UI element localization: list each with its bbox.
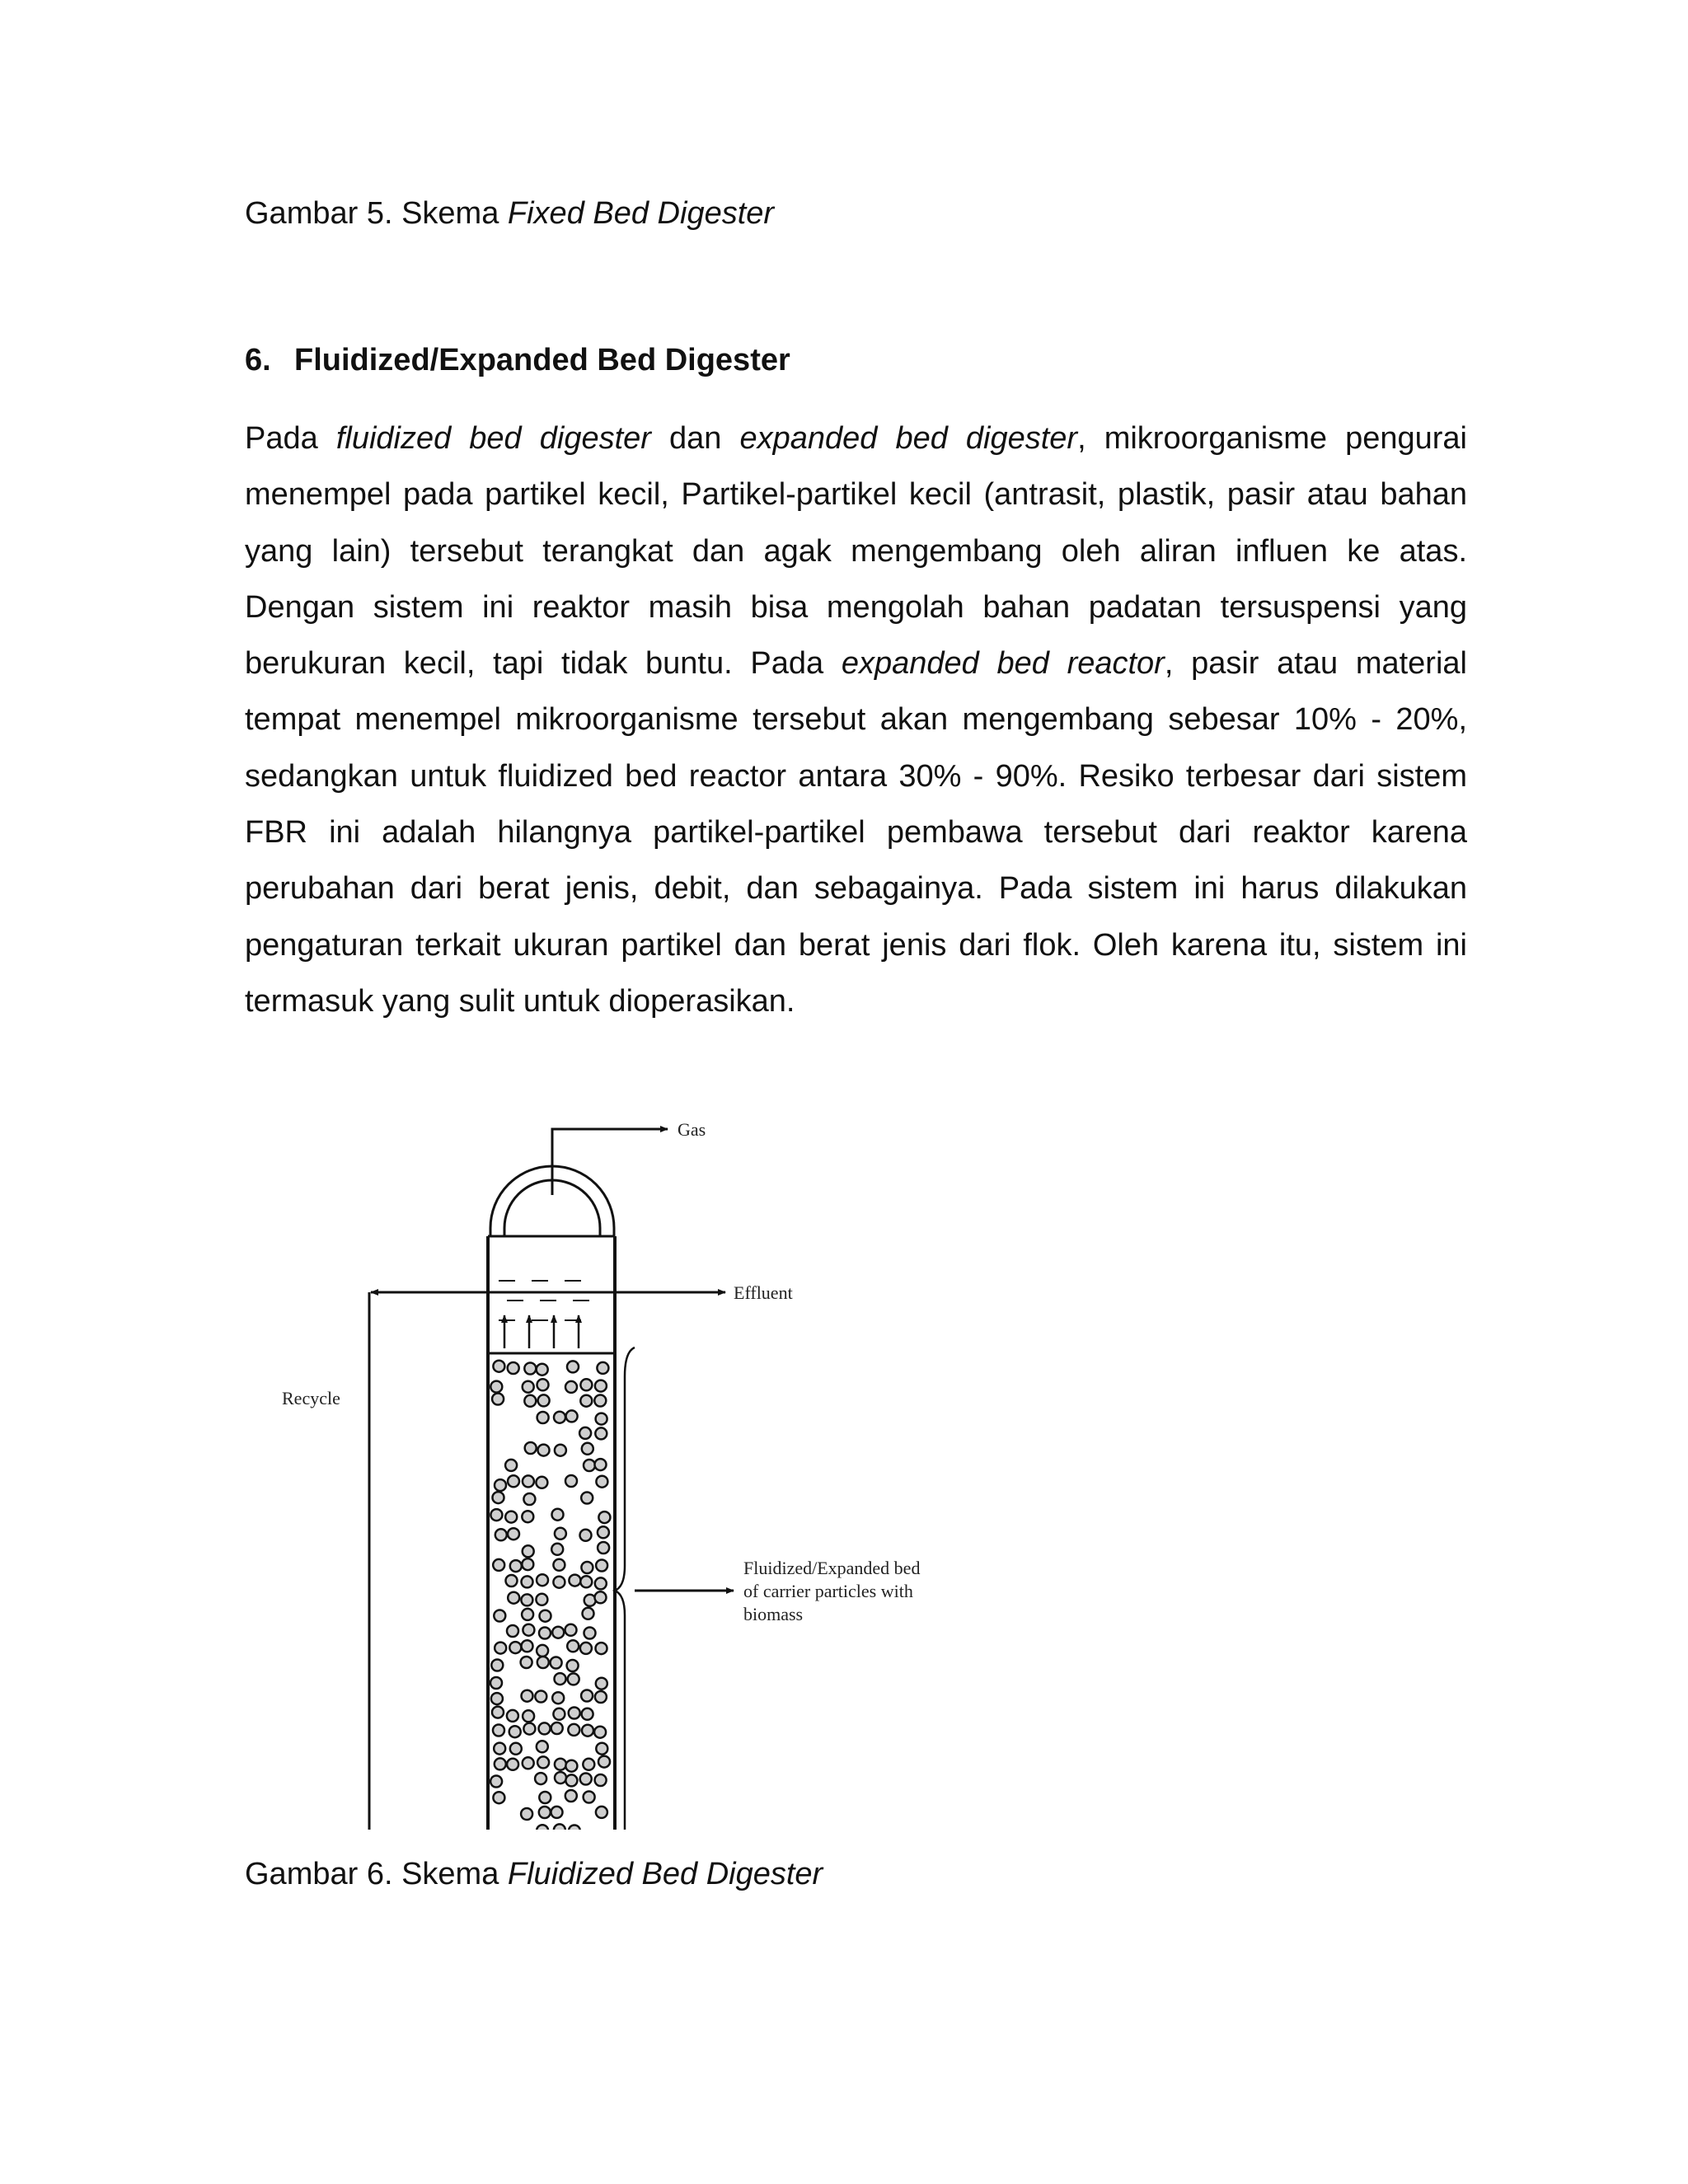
carrier-particle: [492, 1707, 504, 1718]
figure-6-caption: [245, 1855, 823, 1893]
recycle-label: Recycle: [282, 1388, 340, 1408]
carrier-particle: [539, 1628, 551, 1639]
carrier-particle: [582, 1725, 593, 1736]
carrier-particle: [494, 1610, 505, 1622]
carrier-particle: [535, 1773, 546, 1784]
carrier-particle: [595, 1459, 607, 1470]
carrier-particle: [580, 1774, 592, 1785]
carrier-particle: [594, 1727, 606, 1738]
paragraph-line: perubahan dari berat jenis, debit, dan sebagainya. Pada sistem ini harus dilakukan: [245, 871, 1467, 907]
carrier-particle: [555, 1759, 566, 1770]
carrier-particle: [552, 1509, 564, 1521]
carrier-particle: [524, 1363, 536, 1375]
carrier-particle: [522, 1690, 533, 1702]
carrier-particle: [565, 1475, 577, 1487]
caption-prefix: Gambar 5. Skema: [245, 196, 508, 231]
text-run: , mikroorganisme pengurai: [1077, 421, 1467, 456]
carrier-particle: [523, 1475, 534, 1487]
carrier-particle: [552, 1692, 564, 1704]
carrier-particle: [508, 1592, 519, 1604]
carrier-particle: [495, 1643, 506, 1654]
carrier-particle: [567, 1640, 579, 1652]
carrier-particle: [492, 1394, 504, 1405]
carrier-particle: [584, 1460, 595, 1471]
carrier-particles: [490, 1361, 611, 1830]
carrier-particle: [537, 1645, 548, 1657]
carrier-particle: [555, 1673, 566, 1685]
paragraph-line: pengaturan terkait ukuran partikel dan berat jenis dari flok. Oleh karena itu, sistem ini: [245, 927, 1467, 963]
carrier-particle: [495, 1529, 507, 1540]
figure-5-caption: [245, 194, 774, 232]
carrier-particle: [539, 1792, 551, 1803]
carrier-particle: [505, 1511, 517, 1523]
carrier-particle: [493, 1559, 504, 1571]
carrier-particle: [538, 1394, 550, 1406]
paragraph-line: menempel pada partikel kecil, Partikel-partikel kecil (antrasit, plastik, pasir atau bahan: [245, 477, 1467, 513]
text-run: berukuran kecil, tapi tidak buntu. Pada: [245, 646, 842, 682]
carrier-particle: [490, 1677, 502, 1689]
body-paragraph: [245, 410, 1467, 1029]
carrier-particle: [568, 1673, 579, 1685]
carrier-particle: [523, 1757, 534, 1769]
carrier-particle: [539, 1722, 551, 1734]
text-run: dan: [650, 421, 740, 456]
carrier-particle: [540, 1610, 551, 1622]
carrier-particle: [565, 1790, 577, 1802]
water-surface: [499, 1281, 589, 1320]
carrier-particle: [555, 1772, 566, 1783]
carrier-particle: [555, 1445, 566, 1456]
fluidized-bed-diagram: [231, 1104, 1022, 1830]
text-run: Pada: [245, 421, 336, 456]
carrier-particle: [495, 1479, 506, 1491]
carrier-particle: [523, 1624, 534, 1636]
caption-italic: Fixed Bed Digester: [507, 196, 775, 231]
carrier-particle: [596, 1678, 607, 1690]
carrier-particle: [536, 1594, 547, 1605]
paragraph-line: [245, 410, 1467, 466]
carrier-particle: [582, 1443, 593, 1455]
carrier-particle: [523, 1493, 535, 1505]
carrier-particle: [595, 1380, 607, 1392]
carrier-particle: [535, 1691, 546, 1703]
carrier-particle: [510, 1560, 522, 1572]
carrier-particle: [507, 1625, 518, 1637]
carrier-particle: [596, 1560, 607, 1572]
carrier-particle: [552, 1627, 564, 1638]
carrier-particle: [551, 1657, 562, 1669]
carrier-particle: [569, 1708, 580, 1719]
carrier-particle: [490, 1509, 502, 1521]
carrier-particle: [536, 1477, 547, 1488]
carrier-particle: [596, 1743, 607, 1755]
carrier-particle: [537, 1379, 549, 1390]
text-run: , pasir atau material: [1164, 646, 1467, 682]
carrier-particle: [555, 1528, 566, 1540]
carrier-particle: [539, 1807, 551, 1818]
carrier-particle: [580, 1395, 592, 1407]
carrier-particle: [506, 1575, 518, 1586]
carrier-particle: [509, 1726, 521, 1737]
carrier-particle: [551, 1544, 563, 1555]
carrier-particle: [537, 1657, 549, 1668]
carrier-particle: [523, 1381, 534, 1393]
caption-italic: Fluidized Bed Digester: [507, 1857, 823, 1891]
carrier-particle: [580, 1530, 592, 1541]
carrier-particle: [595, 1427, 607, 1439]
paragraph-line: sedangkan untuk fluidized bed reactor antara 30% - 90%. Resiko terbesar dari sistem: [245, 758, 1467, 794]
carrier-particle: [493, 1492, 504, 1503]
bed-label-line: Fluidized/Expanded bed: [743, 1558, 921, 1578]
carrier-particle: [521, 1657, 532, 1668]
carrier-particle: [597, 1362, 608, 1374]
carrier-particle: [581, 1562, 593, 1573]
carrier-particle: [567, 1660, 579, 1671]
carrier-particle: [596, 1643, 607, 1654]
carrier-particle: [569, 1575, 580, 1586]
carrier-particle: [598, 1526, 609, 1538]
carrier-particle: [583, 1608, 594, 1619]
paragraph-line: yang lain) tersebut terangkat dan agak mengembang oleh aliran influen ke atas.: [245, 533, 1467, 569]
section-heading: [245, 341, 790, 379]
caption-prefix: Gambar 6. Skema: [245, 1857, 508, 1891]
carrier-particle: [584, 1628, 596, 1639]
carrier-particle: [595, 1591, 607, 1603]
carrier-particle: [490, 1381, 502, 1393]
carrier-particle: [537, 1364, 548, 1376]
carrier-particle: [493, 1725, 504, 1736]
carrier-particle: [568, 1724, 579, 1736]
bed-label-line: biomass: [743, 1604, 804, 1624]
carrier-particle: [537, 1412, 549, 1423]
carrier-particle: [507, 1710, 518, 1722]
section-title: Fluidized/Expanded Bed Digester: [294, 343, 790, 377]
carrier-particle: [493, 1792, 504, 1803]
carrier-particle: [594, 1395, 606, 1407]
carrier-particle: [596, 1413, 607, 1425]
carrier-particle: [525, 1442, 537, 1454]
carrier-particle: [507, 1759, 518, 1770]
italic-term: expanded bed reactor: [841, 646, 1165, 682]
carrier-particle: [551, 1807, 563, 1818]
carrier-particle: [581, 1690, 593, 1702]
carrier-particle: [522, 1576, 533, 1587]
carrier-particle: [490, 1776, 502, 1788]
carrier-particle: [537, 1741, 548, 1752]
carrier-particle: [596, 1807, 607, 1818]
carrier-particle: [508, 1528, 519, 1540]
carrier-particle: [537, 1825, 548, 1830]
carrier-particle: [493, 1361, 504, 1372]
carrier-particle: [553, 1708, 565, 1720]
carrier-particle: [523, 1710, 534, 1722]
carrier-particle: [598, 1511, 610, 1523]
carrier-particle: [598, 1542, 609, 1554]
paragraph-line: [245, 635, 1467, 691]
carrier-particle: [596, 1476, 607, 1488]
carrier-particle: [522, 1511, 533, 1522]
carrier-particle: [495, 1758, 506, 1769]
carrier-particle: [566, 1410, 578, 1422]
carrier-particle: [580, 1379, 592, 1390]
carrier-particle: [584, 1792, 595, 1803]
italic-term: expanded bed digester: [739, 421, 1078, 456]
carrier-particle: [580, 1643, 592, 1654]
carrier-particle: [553, 1559, 565, 1571]
carrier-particle: [565, 1760, 577, 1772]
carrier-particle: [582, 1708, 593, 1720]
gas-label: Gas: [678, 1119, 706, 1140]
paragraph-line: termasuk yang sulit untuk dioperasikan.: [245, 983, 795, 1019]
carrier-particle: [508, 1362, 519, 1374]
carrier-particle: [491, 1660, 503, 1671]
bed-brace: [615, 1347, 635, 1830]
carrier-particle: [522, 1558, 533, 1570]
carrier-particle: [524, 1395, 536, 1407]
carrier-particle: [494, 1743, 505, 1755]
carrier-particle: [505, 1460, 517, 1471]
carrier-particle: [554, 1824, 565, 1830]
carrier-particle: [595, 1691, 607, 1703]
carrier-particle: [553, 1577, 565, 1588]
carrier-particle: [508, 1475, 519, 1487]
paragraph-line: Dengan sistem ini reaktor masih bisa mengolah bahan padatan tersuspensi yang: [245, 589, 1467, 625]
carrier-particle: [565, 1624, 577, 1636]
carrier-particle: [569, 1825, 580, 1830]
carrier-particle: [522, 1640, 533, 1652]
carrier-particle: [565, 1381, 577, 1393]
carrier-particle: [523, 1723, 535, 1735]
effluent-label: Effluent: [734, 1282, 793, 1303]
paragraph-line: FBR ini adalah hilangnya partikel-partikel pembawa tersebut dari reaktor karena: [245, 815, 1467, 851]
carrier-particle: [522, 1609, 533, 1620]
carrier-particle: [523, 1545, 534, 1557]
carrier-particle: [598, 1756, 610, 1768]
carrier-particle: [595, 1577, 607, 1589]
carrier-particle: [521, 1808, 532, 1820]
carrier-particle: [567, 1361, 579, 1372]
paragraph-line: tempat menempel mikroorganisme tersebut akan mengembang sebesar 10% - 20%,: [245, 702, 1467, 738]
carrier-particle: [580, 1576, 592, 1587]
bed-label-line: of carrier particles with: [743, 1581, 913, 1601]
carrier-particle: [581, 1493, 593, 1504]
carrier-particle: [538, 1445, 550, 1456]
carrier-particle: [565, 1774, 577, 1786]
carrier-particle: [510, 1743, 522, 1755]
carrier-particle: [583, 1759, 594, 1770]
carrier-particle: [579, 1427, 591, 1439]
carrier-particle: [509, 1642, 521, 1653]
italic-term: fluidized bed digester: [335, 421, 651, 456]
carrier-particle: [551, 1722, 563, 1734]
gas-pipe: [552, 1129, 668, 1195]
carrier-particle: [537, 1574, 548, 1586]
carrier-particle: [554, 1412, 565, 1423]
carrier-particle: [521, 1594, 532, 1605]
carrier-particle: [491, 1693, 503, 1704]
section-number: 6.: [245, 343, 271, 377]
carrier-particle: [537, 1756, 549, 1768]
carrier-particle: [595, 1774, 607, 1786]
